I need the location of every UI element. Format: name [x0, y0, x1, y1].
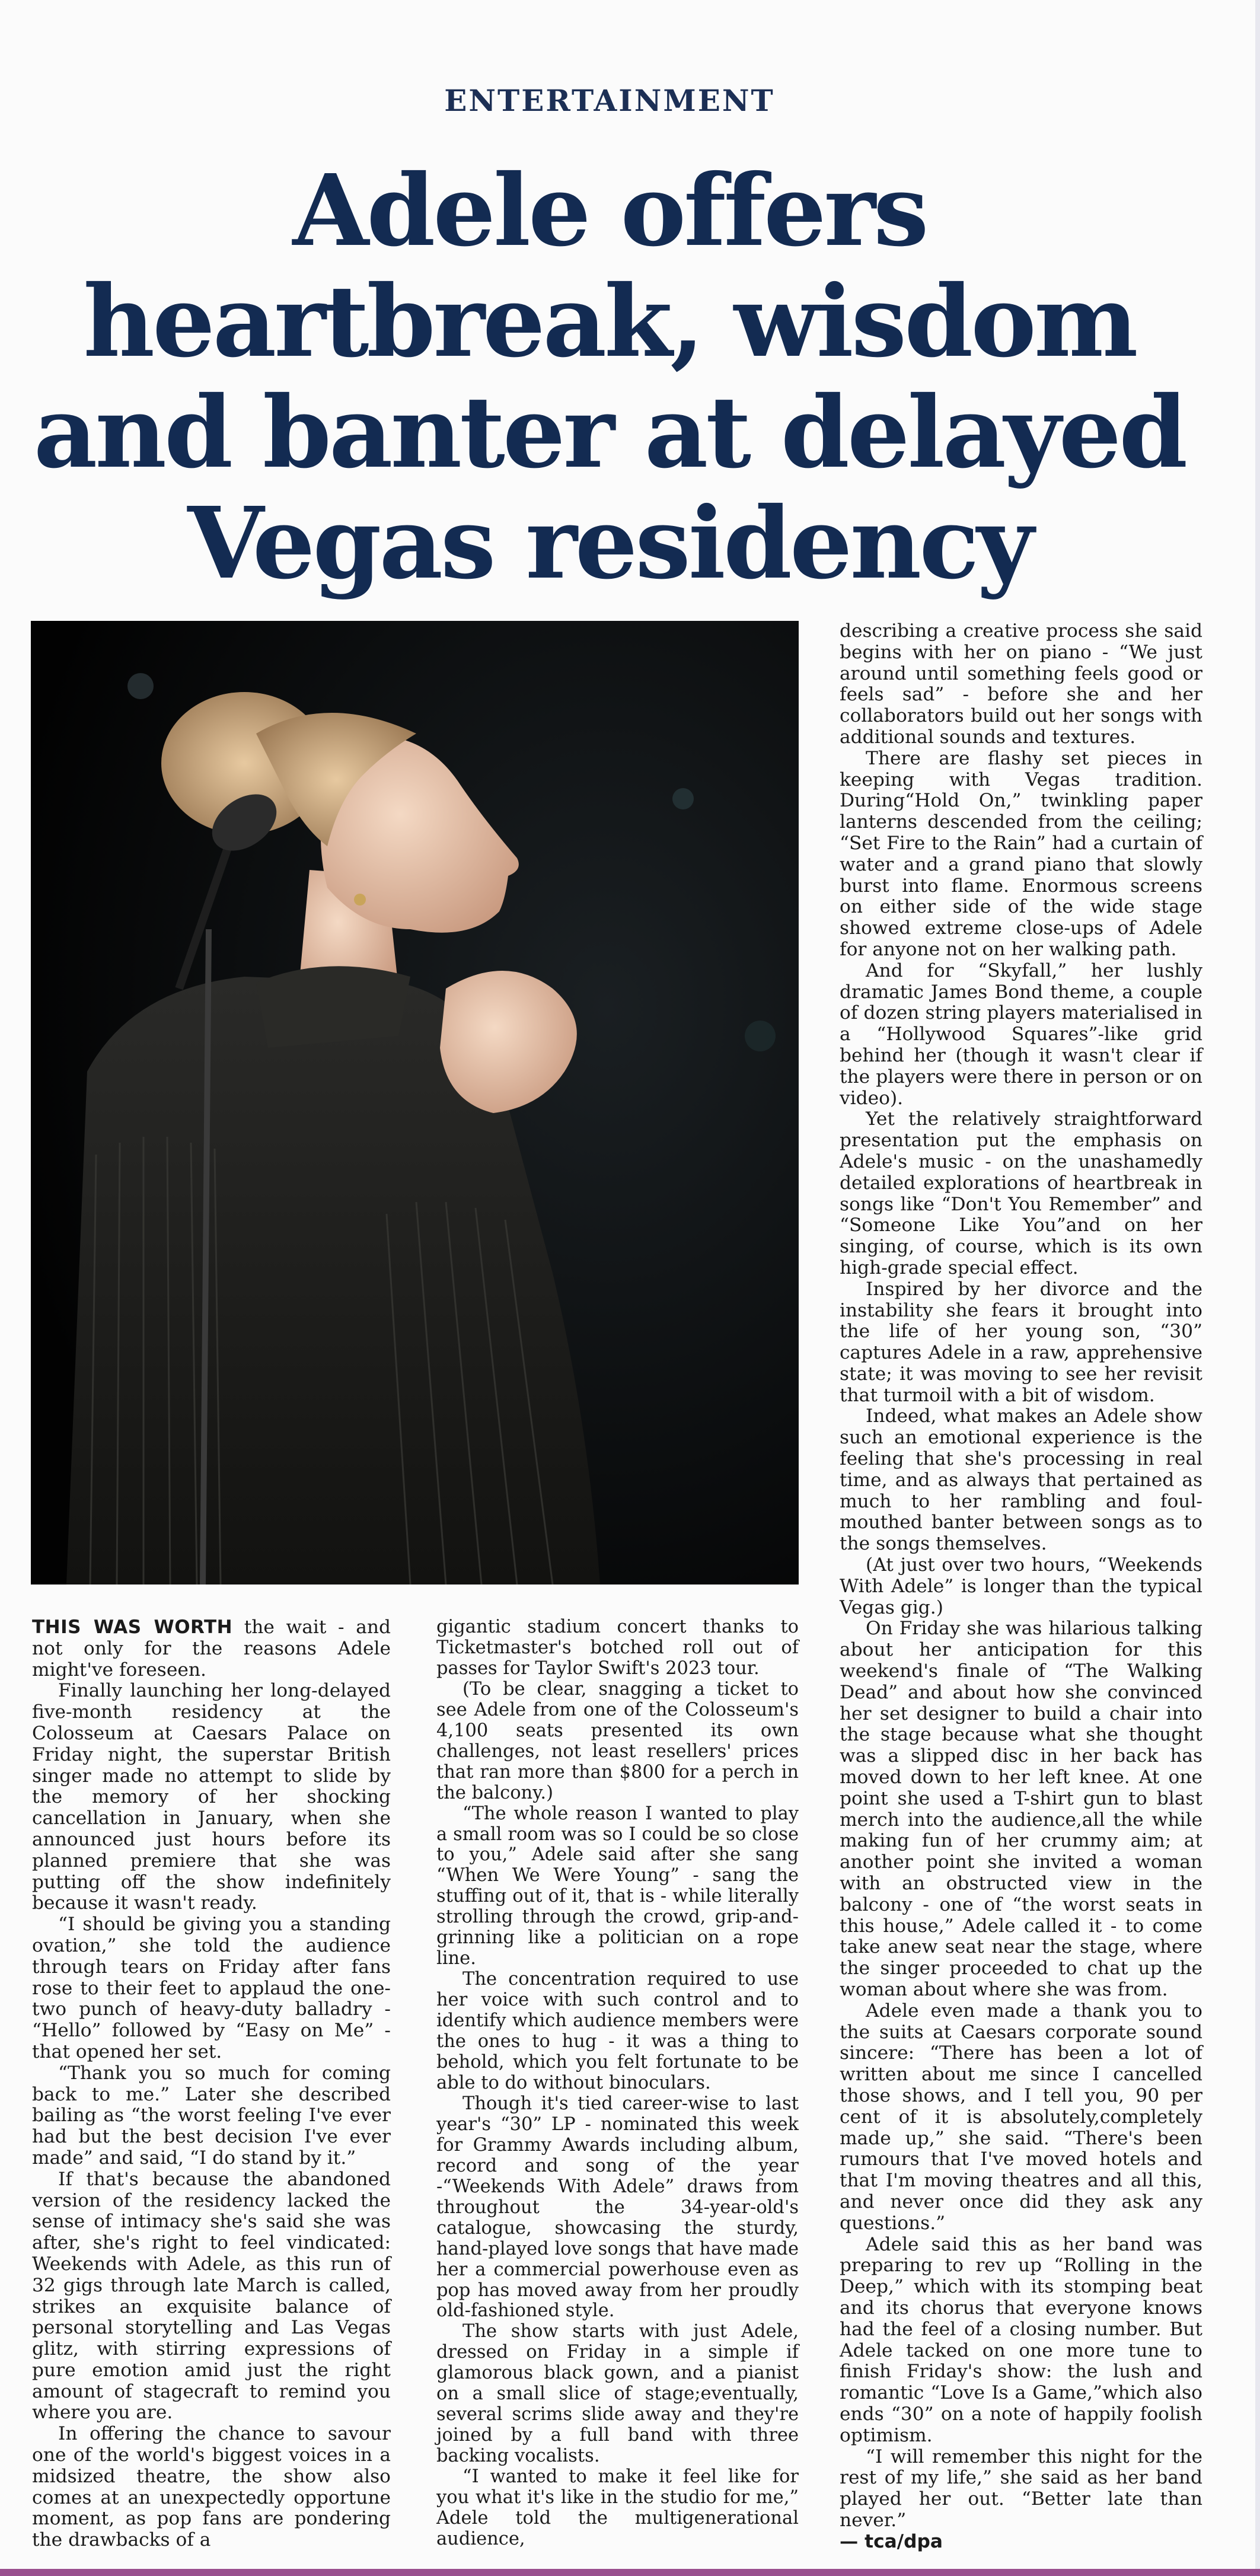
article-column-1 [32, 1617, 391, 2551]
paragraph-text: the wait - and not only for the reasons Adele might've foreseen. [32, 1617, 391, 1681]
section-label: ENTERTAINMENT [444, 83, 775, 118]
paragraph: (At just over two hours, “Weekends With Adele” is longer than the typical Vegas gig.) [840, 1554, 1202, 1618]
photo-illustration [31, 621, 799, 1585]
paragraph: Adele said this as her band was preparing to rev up “Rolling in the Deep,” which with its stomping beat and its chorus that everyone knows had the feel of a closing number. But Adele tacked on one more tune to finish Friday's show: the lush and romantic “Love Is a Game,”which also ends “30” on a note of happily foolish optimism. [840, 2233, 1202, 2446]
paragraph: “I wanted to make it feel like for you what it's like in the studio for me,” Adele told the multigenerational audience, [436, 2466, 799, 2549]
headline-line: Adele offers [292, 153, 927, 269]
paragraph: “Thank you so much for coming back to me.” Later she described bailing as “the worst feeling I've ever had but the best decision I've ever made” and said, “I do stand by it.” [32, 2062, 391, 2169]
paragraph: Finally launching her long-delayed five-month residency at the Colosseum at Caesars Palace on Friday night, the superstar British singer made no attempt to slide by the memory of her shocking cancellation in January, when she announced just hours before its planned premiere that she was putting off the show indefinitely because it wasn't ready. [32, 1680, 391, 1914]
lead-in: THIS WAS WORTH [32, 1617, 233, 1638]
paragraph: If that's because the abandoned version of the residency lacked the sense of intimacy she's said she was after, she's right to feel vindicated: Weekends with Adele, as this run of 32 gigs through late March is called, strikes an exquisite balance of personal storytelling and Las Vegas glitz, with stirring expressions of pure emotion amid just the right amount of stagecraft to remind you where you are. [32, 2168, 391, 2424]
headline-line: Vegas residency [187, 486, 1032, 601]
paragraph [32, 1617, 391, 1681]
headline-line: heartbreak, wisdom [83, 264, 1136, 380]
paragraph: And for “Skyfall,” her lushly dramatic James Bond theme, a couple of dozen string players materialised in a “Hollywood Squares”-like grid behind her (though it wasn't clear if the players were there in person or on video). [840, 959, 1202, 1109]
paragraph: “I will remember this night for the rest of my life,” she said as her band played her out. “Better late than never.” [840, 2446, 1202, 2531]
paragraph: Inspired by her divorce and the instability she fears it brought into the life of her young son, “30” captures Adele in a raw, apprehensive state; it was moving to see her revisit that turmoil with a bit of wisdom. [840, 1278, 1202, 1406]
paragraph: describing a creative process she said begins with her on piano - “We just around until something feels good or feels sad” - before she and her collaborators build out her songs with additional sounds and textures. [840, 620, 1202, 748]
paragraph: The concentration required to use her voice with such control and to identify which audience members were the ones to hug - it was a thing to behold, which you felt fortunate to be able to do without binoculars. [436, 1969, 799, 2093]
paragraph: In offering the chance to savour one of the world's biggest voices in a midsized theatre, the show also comes at an unexpectedly opportune moment, as pop fans are pondering the drawbacks of a [32, 2423, 391, 2551]
headline-line: and banter at delayed [33, 375, 1186, 490]
headline [30, 155, 1189, 599]
paragraph: Adele even made a thank you to the suits at Caesars corporate sound sincere: “There has been a lot of written about me since I cancelled those shows, and I tell you, 90 per cent of it is absolutely,completely made up,” she said. “There's been rumours that I've moved hotels and that I'm moving theatres and all this, and never once did they ask any questions.” [840, 2000, 1202, 2234]
article-photo [31, 621, 799, 1585]
paragraph: “I should be giving you a standing ovation,” she told the audience through tears on Friday after fans rose to their feet to applaud the one-two punch of heavy-duty balladry - “Hello” followed by “Easy on Me” - that opened her set. [32, 1914, 391, 2062]
paragraph: On Friday she was hilarious talking about her anticipation for this weekend's finale of “The Walking Dead” and about how she convinced her set designer to build a chair into the stage because what she thought was a slipped disc in her back has moved down to her left knee. At one point she used a T-shirt gun to blast merch into the audience,all the while making fun of her crummy aim; at another point she invited a woman with an obstructed view in the balcony - one of “the worst seats in this house,” Adele called it - to come take anew seat near the stage, where the singer proceeded to chat up the woman about where she was from. [840, 1618, 1202, 2000]
paragraph: Yet the relatively straightforward presentation put the emphasis on Adele's music - on the unashamedly detailed explorations of heartbreak in songs like “Don't You Remember” and “Someone Like You”and on her singing, of course, which is its own high-grade special effect. [840, 1108, 1202, 1279]
article-column-2 [436, 1617, 799, 2550]
paragraph: gigantic stadium concert thanks to Ticketmaster's botched roll out of passes for Taylor Swift's 2023 tour. [436, 1617, 799, 1679]
paragraph: Indeed, what makes an Adele show such an emotional experience is the feeling that she's processing in real time, and as always that pertained as much to her rambling and foul-mouthed banter between songs as to the songs themselves. [840, 1405, 1202, 1555]
paragraph: (To be clear, snagging a ticket to see Adele from one of the Colosseum's 4,100 seats presented its own challenges, not least resellers' prices that ran more than $800 for a perch in the balcony.) [436, 1678, 799, 1803]
bottom-rule [0, 2569, 1260, 2576]
paragraph: “The whole reason I wanted to play a small room was so I could be so close to you,” Adele said after she sang “When We Were Young” - sang the stuffing out of it, that is - while literally strolling through the crowd, grip-and-grinning like a politician on a rope line. [436, 1803, 799, 1969]
page-edge [1255, 0, 1260, 2576]
paragraph: The show starts with just Adele, dressed on Friday in a simple if glamorous black gown, and a pianist on a small slice of stage;eventually, several scrims slide away and they're joined by a full band with three backing vocalists. [436, 2321, 799, 2467]
paragraph: Though it's tied career-wise to last year's “30” LP - nominated this week for Grammy Awards including album, record and song of the year -“Weekends With Adele” draws from throughout the 34-year-old's catalogue, showcasing the sturdy, hand-played love songs that have made her a commercial powerhouse even as pop has moved away from her proudly old-fashioned style. [436, 2093, 799, 2322]
article-column-3 [840, 621, 1202, 2553]
paragraph: There are flashy set pieces in keeping with Vegas tradition. During“Hold On,” twinkling paper lanterns descended from the ceiling; “Set Fire to the Rain” had a curtain of water and a grand piano that slowly burst into flame. Enormous screens on either side of the wide stage showed extreme close-ups of Adele for anyone not on her walking path. [840, 747, 1202, 960]
byline: — tca/dpa [840, 2530, 943, 2552]
